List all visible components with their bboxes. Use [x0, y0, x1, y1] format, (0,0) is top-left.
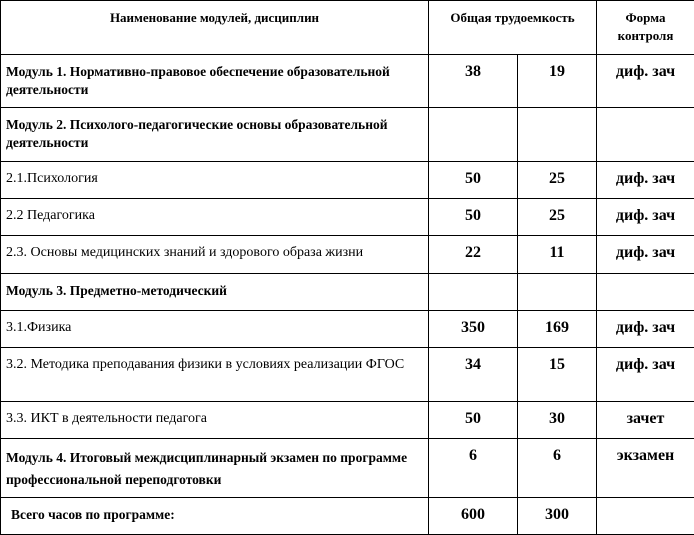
row-name: Модуль 4. Итоговый междисциплинарный экзамен по программе профессиональной переподготовки — [1, 439, 429, 498]
row-control-form: зачет — [597, 401, 694, 438]
row-hours-total: 50 — [429, 401, 518, 438]
row-control-form: диф. зач — [597, 310, 694, 347]
row-name: 3.1.Физика — [1, 310, 429, 347]
table-row — [1, 236, 694, 273]
header-name: Наименование модулей, дисциплин — [1, 1, 429, 55]
row-name: 3.2. Методика преподавания физики в условиях реализации ФГОС — [1, 348, 429, 402]
row-hours-classroom: 6 — [518, 439, 597, 498]
row-hours-classroom: 25 — [518, 161, 597, 198]
table-row — [1, 401, 694, 438]
row-hours-classroom — [518, 108, 597, 162]
table-row — [1, 161, 694, 198]
row-control-form — [597, 273, 694, 310]
row-hours-classroom: 19 — [518, 54, 597, 108]
row-hours-classroom — [518, 273, 597, 310]
total-control-form — [597, 497, 694, 534]
row-hours-total: 38 — [429, 54, 518, 108]
row-hours-total: 350 — [429, 310, 518, 347]
table-row — [1, 273, 694, 310]
row-control-form: диф. зач — [597, 348, 694, 402]
row-name: Модуль 3. Предметно-методический — [1, 273, 429, 310]
row-control-form: экзамен — [597, 439, 694, 498]
row-hours-classroom: 15 — [518, 348, 597, 402]
row-hours-total — [429, 273, 518, 310]
table-row — [1, 198, 694, 235]
total-hours-classroom: 300 — [518, 497, 597, 534]
row-hours-total: 50 — [429, 161, 518, 198]
row-name: 3.3. ИКТ в деятельности педагога — [1, 401, 429, 438]
header-row — [1, 1, 694, 55]
header-labor: Общая трудоемкость — [429, 1, 597, 55]
row-hours-classroom: 11 — [518, 236, 597, 273]
header-form: Форма контроля — [597, 1, 694, 55]
row-name: 2.3. Основы медицинских знаний и здорового образа жизни — [1, 236, 429, 273]
table-row — [1, 310, 694, 347]
table-row — [1, 348, 694, 402]
row-hours-total: 50 — [429, 198, 518, 235]
row-control-form: диф. зач — [597, 161, 694, 198]
total-hours-total: 600 — [429, 497, 518, 534]
row-name: Модуль 2. Психолого-педагогические основы образовательной деятельности — [1, 108, 429, 162]
row-hours-classroom: 169 — [518, 310, 597, 347]
row-name: 2.2 Педагогика — [1, 198, 429, 235]
total-label: Всего часов по программе: — [1, 497, 429, 534]
row-hours-total — [429, 108, 518, 162]
table-row — [1, 108, 694, 162]
row-control-form: диф. зач — [597, 54, 694, 108]
row-name: Модуль 1. Нормативно-правовое обеспечение образовательной деятельности — [1, 54, 429, 108]
table-row — [1, 54, 694, 108]
row-hours-total: 22 — [429, 236, 518, 273]
row-hours-classroom: 30 — [518, 401, 597, 438]
row-control-form: диф. зач — [597, 198, 694, 235]
row-hours-classroom: 25 — [518, 198, 597, 235]
row-control-form — [597, 108, 694, 162]
total-row — [1, 497, 694, 534]
row-hours-total: 34 — [429, 348, 518, 402]
row-control-form: диф. зач — [597, 236, 694, 273]
row-hours-total: 6 — [429, 439, 518, 498]
row-name: 2.1.Психология — [1, 161, 429, 198]
table-row — [1, 439, 694, 498]
